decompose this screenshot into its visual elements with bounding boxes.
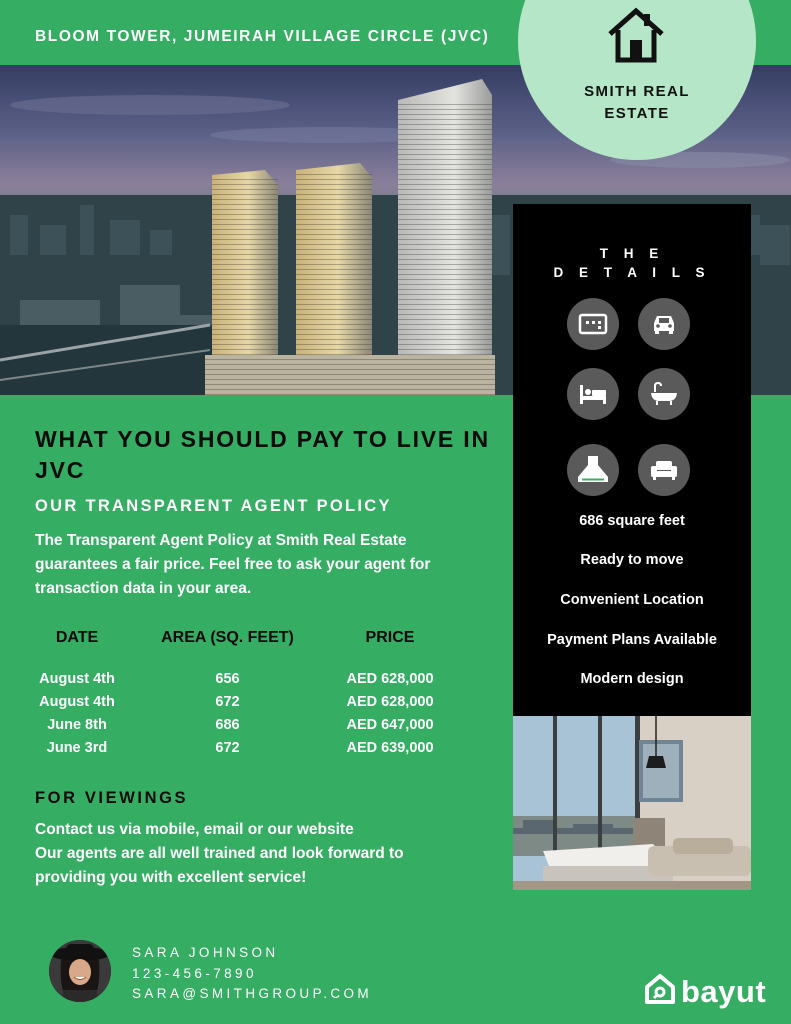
viewings-line: Our agents are all well trained and look forward to [35,845,404,862]
agency-name: SMITH REAL ESTATE [584,83,690,122]
table-cell-area: 672 [215,694,240,710]
feature-ready: Ready to move [580,552,684,568]
viewings-body [35,818,480,890]
location-title: BLOOM TOWER, JUMEIRAH VILLAGE CIRCLE (JVC) [35,28,490,45]
viewings-line: providing you with excellent service! [35,869,307,886]
table-cell-area: 686 [215,717,240,733]
table-row [0,671,500,694]
house-icon [606,6,666,69]
table-header-price: PRICE [365,629,415,646]
car-icon [638,298,690,350]
details-heading-line2: D E T A I L S [553,265,711,280]
feature-payment: Payment Plans Available [547,632,717,648]
table-cell-price: AED 639,000 [346,740,434,756]
table-row [0,740,500,763]
table-cell-date: June 8th [47,717,107,733]
table-cell-date: August 4th [39,671,115,687]
feature-area: 686 square feet [579,513,685,529]
sofa-icon [638,444,690,496]
bayut-logo [643,972,766,1012]
avatar [49,940,111,1002]
feature-design: Modern design [580,671,684,687]
viewings-line: Contact us via mobile, email or our website [35,821,354,838]
table-cell-area: 672 [215,740,240,756]
agent-email: SARA@SMITHGROUP.COM [132,986,373,1001]
details-heading-line1: T H E [599,246,665,261]
bed-icon [567,368,619,420]
table-row [0,694,500,717]
agent-info [132,943,372,1005]
table-cell-date: August 4th [39,694,115,710]
agent-name: SARA JOHNSON [132,945,279,960]
brand-name: bayut [681,974,767,1009]
table-cell-price: AED 628,000 [346,671,434,687]
feature-location: Convenient Location [560,592,704,608]
interior-photo [513,716,751,890]
headline: WHAT YOU SHOULD PAY TO LIVE IN JVC [35,426,490,483]
details-panel [513,204,751,716]
viewings-title: FOR VIEWINGS [35,789,189,807]
home-search-icon [643,973,677,1012]
table-cell-price: AED 628,000 [346,694,434,710]
table-cell-date: June 3rd [46,740,108,756]
policy-body: The Transparent Agent Policy at Smith Real Estate guarantees a fair price. Feel free to ask your agent for transaction data in your area. [35,532,431,597]
floor-plan-icon [567,298,619,350]
table-row [0,717,500,740]
bathtub-icon [638,368,690,420]
details-heading [513,244,751,282]
table-cell-area: 656 [215,671,240,687]
table-header-area: AREA (SQ. FEET) [161,629,294,646]
table-cell-price: AED 647,000 [346,717,434,733]
agent-phone: 123-456-7890 [132,965,257,981]
range-hood-icon [567,444,619,496]
table-header-date: DATE [55,629,99,646]
policy-title: OUR TRANSPARENT AGENT POLICY [35,497,392,515]
